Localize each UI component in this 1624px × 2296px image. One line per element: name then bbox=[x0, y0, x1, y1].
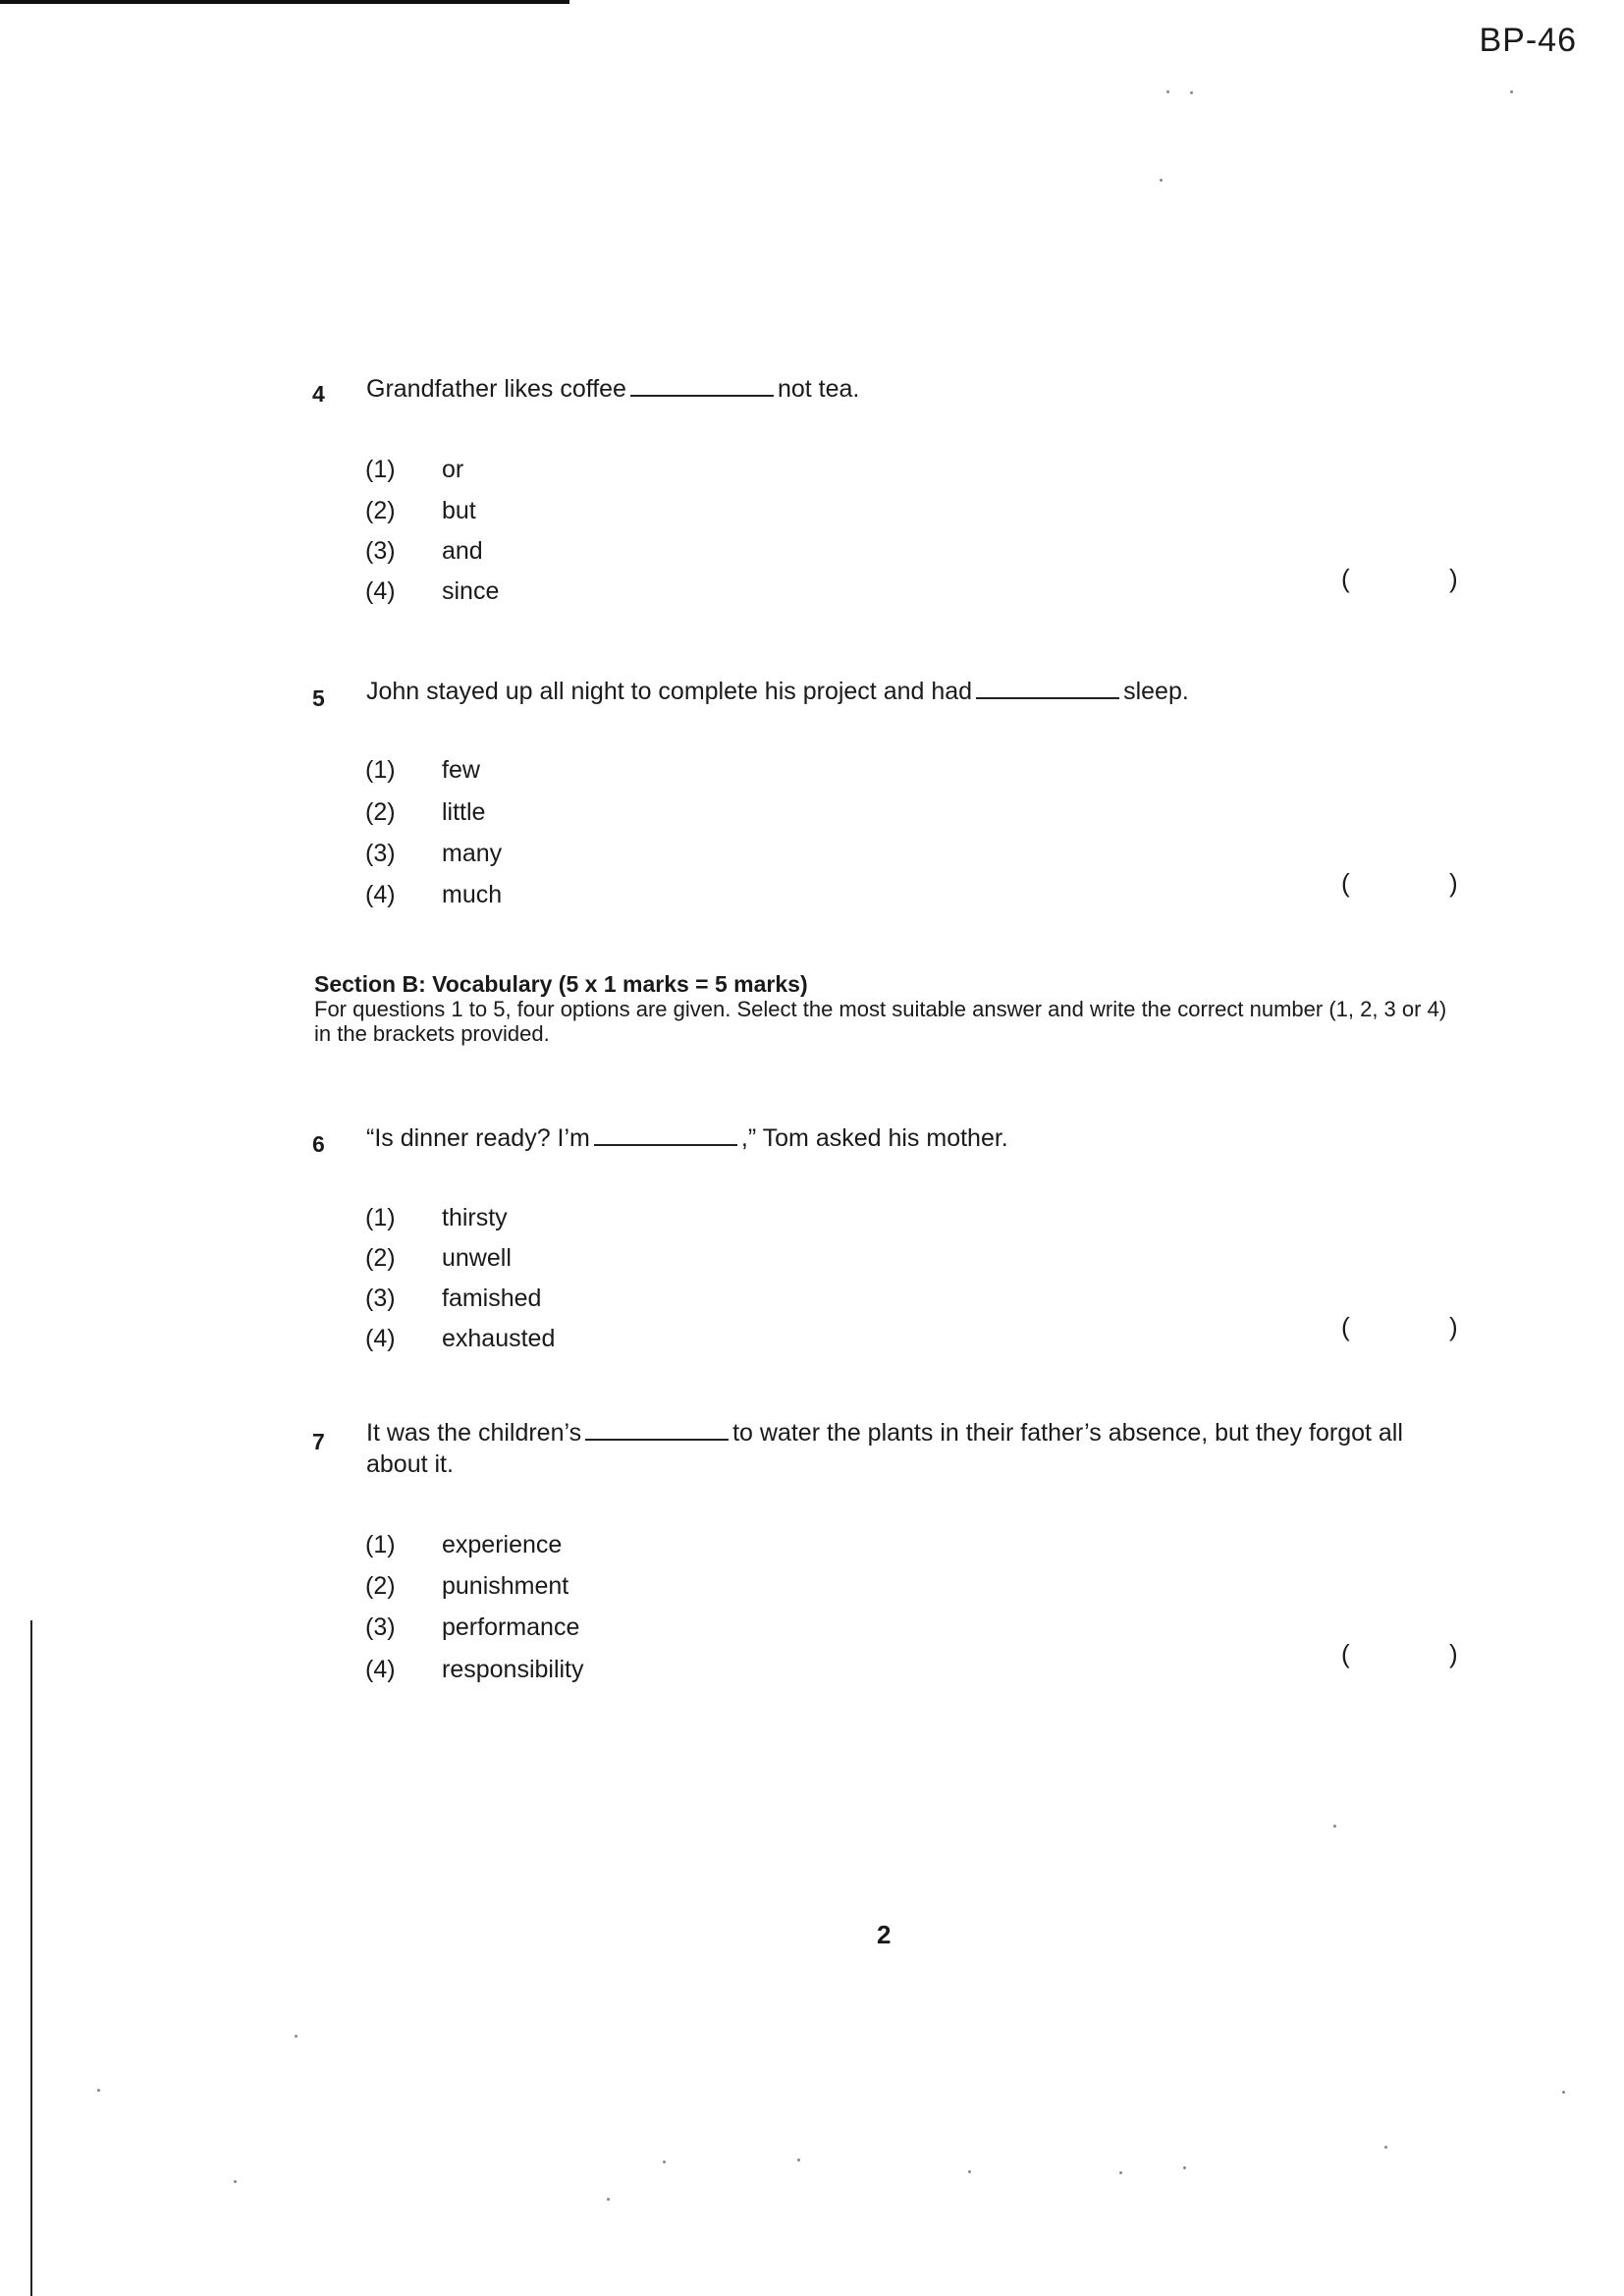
question-number: 4 bbox=[312, 381, 325, 407]
option-text: little bbox=[442, 798, 486, 826]
option-number: (4) bbox=[365, 577, 396, 605]
option-text: and bbox=[442, 537, 483, 565]
question-text-after: sleep. bbox=[1123, 678, 1189, 705]
option-text: since bbox=[442, 577, 500, 605]
section-instructions: For questions 1 to 5, four options are given. Select the most suitable answer and write the correct number (1, 2, 3 or 4) in the brackets provided. bbox=[314, 997, 1447, 1046]
question-text-before: “Is dinner ready? I’m bbox=[366, 1124, 590, 1152]
answer-bracket-close: ) bbox=[1449, 868, 1458, 898]
question-text bbox=[366, 676, 1456, 707]
option-text: or bbox=[442, 456, 464, 483]
answer-blank bbox=[585, 1417, 729, 1441]
scan-speck bbox=[607, 2198, 610, 2201]
option-text: experience bbox=[442, 1531, 563, 1558]
answer-bracket-close: ) bbox=[1449, 1639, 1458, 1668]
answer-bracket-close: ) bbox=[1449, 1312, 1458, 1341]
option-number: (3) bbox=[365, 1285, 396, 1312]
answer-blank bbox=[976, 676, 1119, 699]
option-number: (4) bbox=[365, 1656, 396, 1683]
answer-blank bbox=[630, 373, 774, 397]
scan-speck bbox=[1166, 90, 1169, 93]
question-text bbox=[366, 1417, 1456, 1480]
option-text: exhausted bbox=[442, 1325, 556, 1352]
question-text-after: to water the plants in their father’s absence, but they forgot all about it. bbox=[366, 1419, 1403, 1478]
option-number: (1) bbox=[365, 1204, 396, 1231]
answer-bracket-open: ( bbox=[1341, 868, 1350, 898]
option-number: (3) bbox=[365, 537, 396, 565]
scan-speck bbox=[295, 2035, 298, 2038]
answer-blank bbox=[594, 1122, 737, 1146]
left-margin-rule bbox=[30, 1620, 32, 2296]
scan-speck bbox=[234, 2180, 237, 2183]
option-number: (1) bbox=[365, 756, 396, 784]
option-number: (4) bbox=[365, 1325, 396, 1352]
scan-speck bbox=[1510, 90, 1513, 93]
question-text-before: John stayed up all night to complete his project and had bbox=[366, 678, 973, 705]
option-number: (3) bbox=[365, 840, 396, 867]
option-number: (3) bbox=[365, 1613, 396, 1641]
question-number: 7 bbox=[312, 1429, 325, 1454]
question-text-after: not tea. bbox=[777, 375, 860, 403]
page-code: BP-46 bbox=[1479, 22, 1577, 59]
scan-speck bbox=[1562, 2091, 1565, 2094]
question-text-before: It was the children’s bbox=[366, 1419, 582, 1447]
option-text: responsibility bbox=[442, 1656, 584, 1683]
page-number: 2 bbox=[877, 1920, 892, 1949]
option-number: (2) bbox=[365, 1572, 396, 1600]
scan-speck bbox=[1183, 2166, 1186, 2169]
option-number: (2) bbox=[365, 798, 396, 826]
answer-bracket-open: ( bbox=[1341, 1639, 1350, 1668]
option-number: (1) bbox=[365, 1531, 396, 1558]
section-heading: Section B: Vocabulary (5 x 1 marks = 5 marks) bbox=[314, 971, 808, 997]
answer-bracket-open: ( bbox=[1341, 1312, 1350, 1341]
option-text: few bbox=[442, 756, 480, 784]
question-number: 6 bbox=[312, 1131, 325, 1157]
scan-speck bbox=[1119, 2171, 1122, 2174]
option-text: much bbox=[442, 881, 503, 908]
option-text: many bbox=[442, 840, 503, 867]
scan-speck bbox=[1160, 179, 1163, 182]
option-number: (1) bbox=[365, 456, 396, 483]
answer-bracket-close: ) bbox=[1449, 564, 1458, 593]
question-text-before: Grandfather likes coffee bbox=[366, 375, 626, 403]
answer-bracket-open: ( bbox=[1341, 564, 1350, 593]
option-text: punishment bbox=[442, 1572, 569, 1600]
option-text: thirsty bbox=[442, 1204, 508, 1231]
question-text bbox=[366, 373, 1456, 405]
scan-speck bbox=[968, 2170, 971, 2173]
scan-speck bbox=[1384, 2146, 1387, 2149]
option-text: famished bbox=[442, 1285, 542, 1312]
scan-speck bbox=[97, 2089, 100, 2092]
option-text: performance bbox=[442, 1613, 580, 1641]
scan-speck bbox=[1333, 1825, 1336, 1828]
option-text: but bbox=[442, 497, 476, 524]
question-text-after: ,” Tom asked his mother. bbox=[740, 1124, 1008, 1152]
scan-speck bbox=[663, 2160, 666, 2163]
scan-speck bbox=[797, 2159, 800, 2161]
option-text: unwell bbox=[442, 1244, 512, 1272]
question-number: 5 bbox=[312, 685, 325, 711]
question-text bbox=[366, 1122, 1456, 1154]
option-number: (2) bbox=[365, 1244, 396, 1272]
scan-speck bbox=[1190, 91, 1193, 94]
option-number: (2) bbox=[365, 497, 396, 524]
top-rule bbox=[0, 0, 569, 4]
option-number: (4) bbox=[365, 881, 396, 908]
